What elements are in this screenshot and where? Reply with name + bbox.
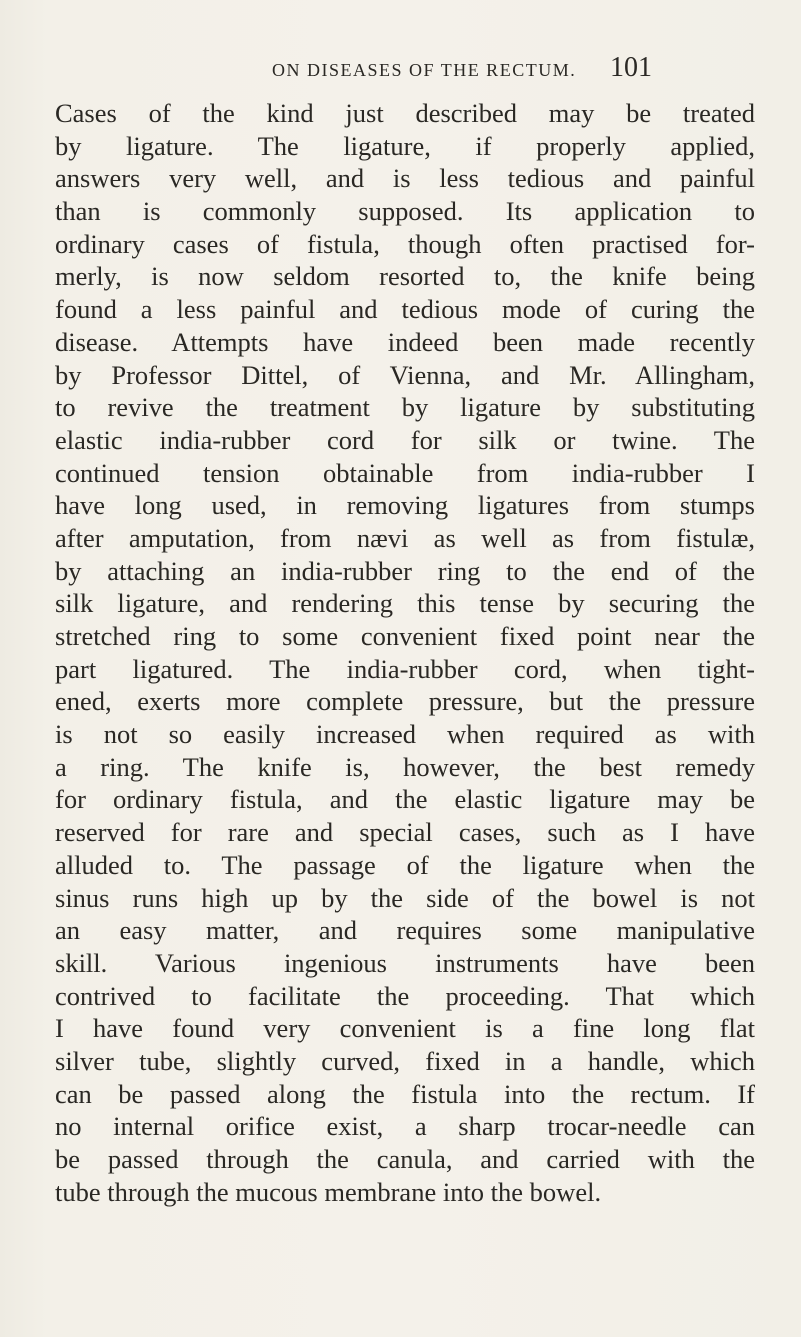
text-line: silver tube, slightly curved, fixed in a handle, which bbox=[55, 1045, 755, 1076]
text-line: elastic india-rubber cord for silk or twine. The bbox=[55, 424, 755, 455]
text-line: a ring. The knife is, however, the best remedy bbox=[55, 751, 755, 782]
text-line: found a less painful and tedious mode of curing the bbox=[55, 294, 755, 325]
text-line: an easy matter, and requires some manipulative bbox=[55, 915, 755, 946]
text-line: contrived to facilitate the proceeding. That which bbox=[55, 980, 755, 1011]
text-line: is not so easily increased when required as with bbox=[55, 719, 755, 750]
text-line: continued tension obtainable from india-rubber I bbox=[55, 457, 755, 488]
text-line: Cases of the kind just described may be treated bbox=[55, 98, 755, 128]
text-line: merly, is now seldom resorted to, the knife being bbox=[55, 261, 755, 292]
text-line: part ligatured. The india-rubber cord, when tight- bbox=[55, 653, 755, 684]
text-line: for ordinary fistula, and the elastic ligature may be bbox=[55, 784, 755, 815]
text-line: ordinary cases of fistula, though often practised for- bbox=[55, 228, 755, 259]
text-line: be passed through the canula, and carried with the bbox=[55, 1144, 755, 1174]
text-line: answers very well, and is less tedious and painful bbox=[55, 163, 755, 194]
text-line: than is commonly supposed. Its application to bbox=[55, 196, 755, 227]
running-head bbox=[0, 50, 801, 90]
text-line: by ligature. The ligature, if properly applied, bbox=[55, 130, 755, 161]
text-line: have long used, in removing ligatures from stumps bbox=[55, 490, 755, 521]
text-line: no internal orifice exist, a sharp trocar-needle can bbox=[55, 1111, 755, 1142]
text-line: reserved for rare and special cases, such as I have bbox=[55, 817, 755, 848]
body-text bbox=[55, 97, 755, 1208]
text-line: sinus runs high up by the side of the bowel is not bbox=[55, 882, 755, 913]
text-line: alluded to. The passage of the ligature when the bbox=[55, 849, 755, 880]
text-line: I have found very convenient is a fine long flat bbox=[55, 1013, 755, 1044]
text-line: by attaching an india-rubber ring to the end of the bbox=[55, 555, 755, 586]
text-line: can be passed along the fistula into the rectum. If bbox=[55, 1078, 755, 1109]
text-line: silk ligature, and rendering this tense by securing the bbox=[55, 588, 755, 619]
text-line: ened, exerts more complete pressure, but the pressure bbox=[55, 686, 755, 717]
text-line: to revive the treatment by ligature by substituting bbox=[55, 392, 755, 423]
running-title: ON DISEASES OF THE RECTUM. bbox=[272, 60, 577, 80]
text-line: skill. Various ingenious instruments have been bbox=[55, 947, 755, 978]
text-line: after amputation, from nævi as well as from fistulæ, bbox=[55, 522, 755, 553]
text-line: tube through the mucous membrane into the bowel. bbox=[55, 1176, 602, 1207]
page-number: 101 bbox=[610, 52, 652, 83]
text-line: by Professor Dittel, of Vienna, and Mr. Allingham, bbox=[55, 359, 755, 390]
text-line: stretched ring to some convenient fixed point near the bbox=[55, 621, 755, 651]
text-line: disease. Attempts have indeed been made recently bbox=[55, 326, 755, 357]
